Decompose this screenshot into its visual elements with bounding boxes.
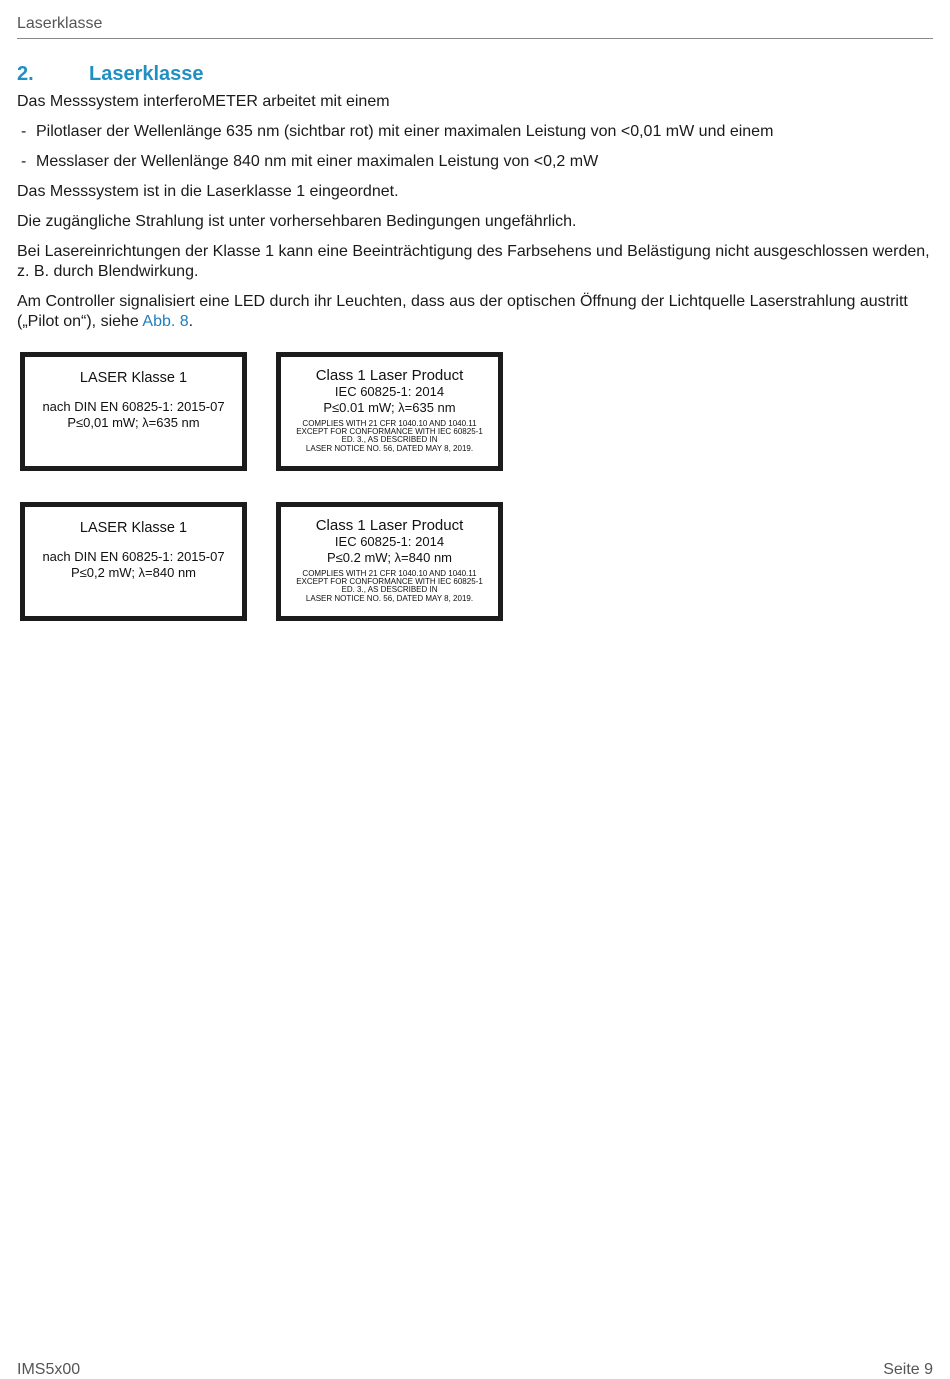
label-compliance (281, 420, 498, 453)
laser-label-de-635 (20, 352, 247, 471)
list-item (17, 122, 933, 142)
footer-product: IMS5x00 (17, 1361, 81, 1378)
label-spec: P≤0,01 mW; λ=635 nm (67, 415, 200, 430)
paragraph-led-end: . (188, 313, 194, 330)
running-header: Laserklasse (17, 15, 103, 32)
section-heading (17, 63, 204, 86)
compliance-line: EXCEPT FOR CONFORMANCE WITH IEC 60825-1 (296, 577, 483, 587)
label-standard: nach DIN EN 60825-1: 2015-07 (42, 549, 225, 564)
paragraph-led (17, 292, 933, 332)
compliance-line: ED. 3., AS DESCRIBED IN (341, 585, 438, 595)
paragraph-radiation: Die zugängliche Strahlung ist unter vorhersehbaren Bedingungen ungefährlich. (17, 213, 577, 230)
compliance-line: ED. 3., AS DESCRIBED IN (341, 435, 438, 445)
label-spec: P≤0,2 mW; λ=840 nm (70, 565, 197, 580)
label-standard: IEC 60825-1: 2014 (334, 534, 445, 549)
compliance-line: EXCEPT FOR CONFORMANCE WITH IEC 60825-1 (296, 427, 483, 437)
paragraph-laser-class: Das Messsystem ist in die Laserklasse 1 eingeordnet. (17, 183, 399, 200)
footer-page-number: Seite 9 (883, 1361, 933, 1378)
label-spec: P≤0.01 mW; λ=635 nm (323, 400, 456, 415)
section-number: 2. (17, 63, 34, 85)
paragraph-led-text: Am Controller signalisiert eine LED durch ihr Leuchten, dass aus der optischen Öffnung der Lichtquelle Laserstrahlung austritt („Pilot on“), siehe (17, 293, 908, 330)
compliance-line: LASER NOTICE NO. 56, DATED MAY 8, 2019. (305, 593, 474, 603)
label-standard: nach DIN EN 60825-1: 2015-07 (42, 399, 225, 414)
label-compliance (281, 570, 498, 603)
list-item-text: Pilotlaser der Wellenlänge 635 nm (sichtbar rot) mit einer maximalen Leistung von <0,01 mW und einem (36, 123, 774, 140)
body-text (17, 92, 933, 342)
label-title: LASER Klasse 1 (79, 370, 188, 386)
label-standard: IEC 60825-1: 2014 (334, 384, 445, 399)
intro-paragraph: Das Messsystem interferoMETER arbeitet mit einem (17, 93, 390, 110)
label-title: Class 1 Laser Product (315, 517, 464, 534)
section-title: Laserklasse (89, 63, 204, 85)
laser-list (17, 122, 933, 172)
header-rule (17, 38, 933, 39)
label-spec: P≤0.2 mW; λ=840 nm (326, 550, 453, 565)
bullet-dash: - (21, 123, 27, 140)
bullet-dash: - (21, 153, 27, 170)
list-item-text: Messlaser der Wellenlänge 840 nm mit einer maximalen Leistung von <0,2 mW (36, 153, 599, 170)
compliance-line: COMPLIES WITH 21 CFR 1040.10 AND 1040.11 (302, 569, 477, 578)
label-title: LASER Klasse 1 (79, 520, 188, 536)
laser-label-en-840 (276, 502, 503, 621)
figure-link[interactable]: Abb. 8 (142, 313, 189, 330)
compliance-line: COMPLIES WITH 21 CFR 1040.10 AND 1040.11 (302, 419, 477, 428)
list-item (17, 152, 933, 172)
laser-label-de-840 (20, 502, 247, 621)
compliance-line: LASER NOTICE NO. 56, DATED MAY 8, 2019. (305, 443, 474, 453)
label-title: Class 1 Laser Product (315, 367, 464, 384)
paragraph-impairment: Bei Lasereinrichtungen der Klasse 1 kann eine Beeinträchtigung des Farbsehens und Belästigung nicht ausgeschlossen werden, z. B. durch Blendwirkung. (17, 243, 930, 280)
laser-label-en-635 (276, 352, 503, 471)
